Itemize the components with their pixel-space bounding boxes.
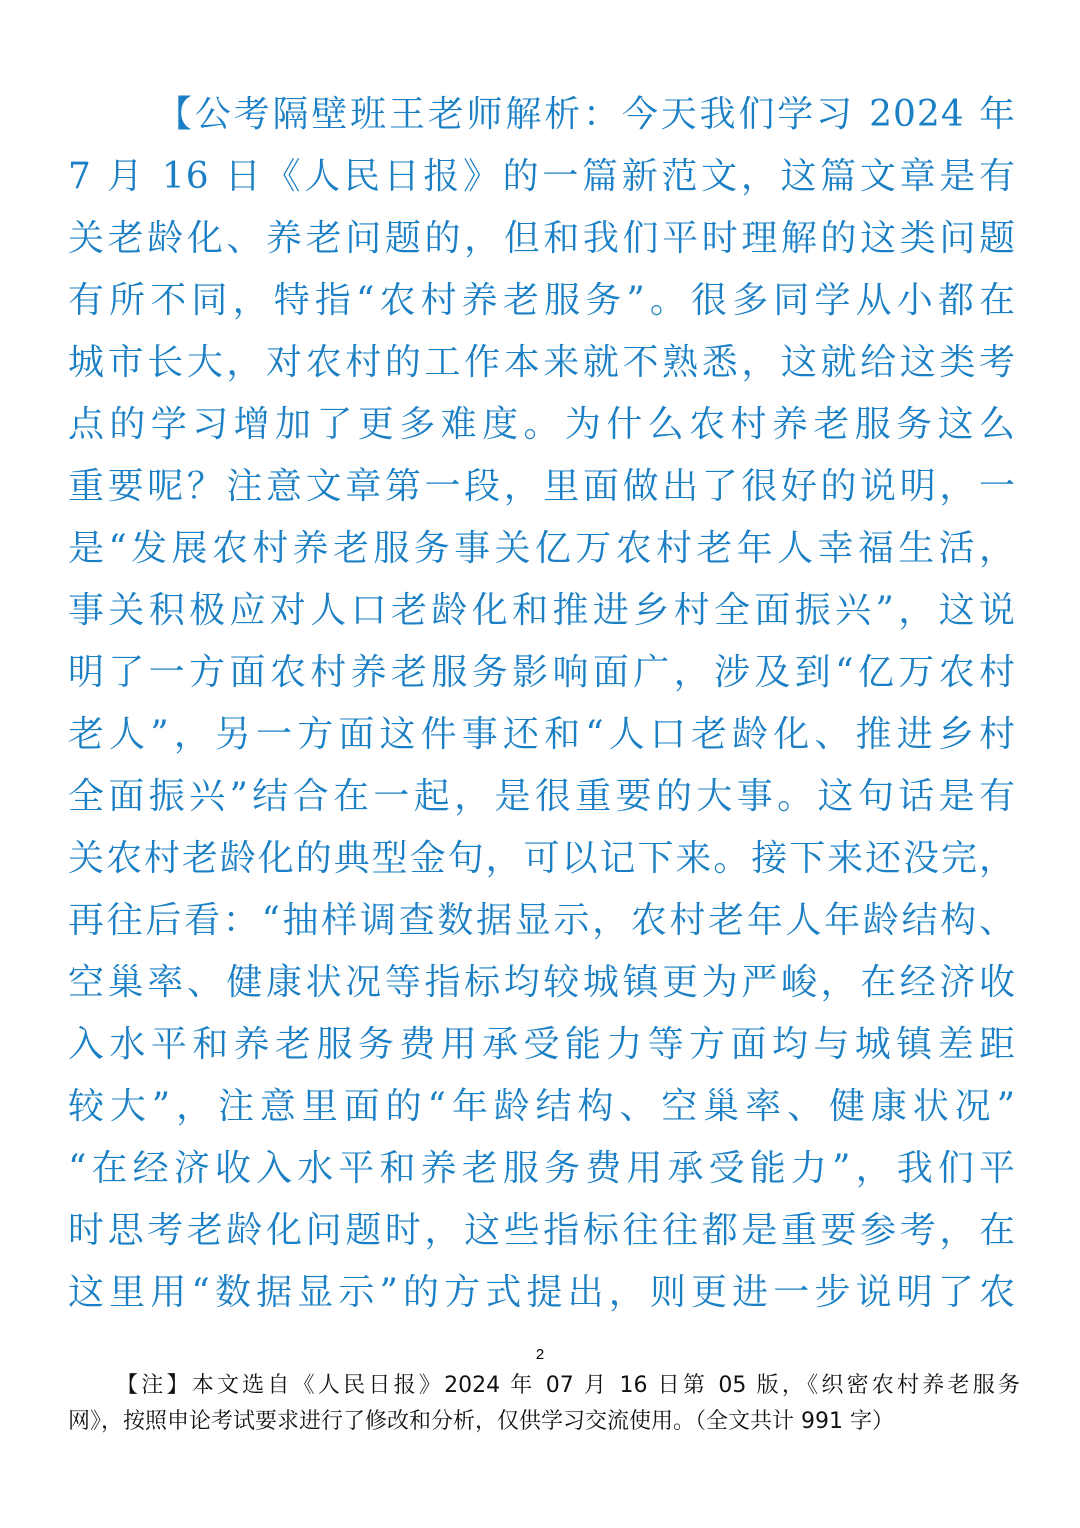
paragraph-line: 时思考老龄化问题时，这些指标往往都是重要参考，在: [68, 1210, 1016, 1251]
paragraph-line: 较大”，注意里面的“年龄结构、空巢率、健康状况”: [68, 1086, 1016, 1127]
paragraph-line: 重要呢？注意文章第一段，里面做出了很好的说明，一: [68, 466, 1016, 507]
paragraph-line: 城市长大，对农村的工作本来就不熟悉，这就给这类考: [68, 342, 1016, 383]
footnote-line: 【注】本文选自《人民日报》2024 年 07 月 16 日第 05 版，《织密农村养老服务: [116, 1373, 1020, 1398]
paragraph-line: “在经济收入水平和养老服务费用承受能力”，我们平: [68, 1148, 1016, 1189]
paragraph-line: 明了一方面农村养老服务影响面广，涉及到“亿万农村: [68, 652, 1016, 693]
paragraph-line: 关农村老龄化的典型金句，可以记下来。接下来还没完，: [68, 838, 1016, 879]
paragraph-line: 全面振兴”结合在一起，是很重要的大事。这句话是有: [68, 776, 1016, 817]
paragraph-line: 【公考隔壁班王老师解析：今天我们学习 2024 年: [156, 94, 1016, 135]
paragraph-line: 空巢率、健康状况等指标均较城镇更为严峻，在经济收: [68, 962, 1016, 1003]
paragraph-line: 7 月 16 日《人民日报》的一篇新范文，这篇文章是有: [68, 156, 1016, 197]
page-number: 2: [535, 1346, 545, 1363]
paragraph-line: 老人”，另一方面这件事还和“人口老龄化、推进乡村: [68, 714, 1016, 755]
paragraph-line: 关老龄化、养老问题的，但和我们平时理解的这类问题: [68, 218, 1016, 259]
paragraph-line: 是“发展农村养老服务事关亿万农村老年人幸福生活，: [68, 528, 1016, 569]
analysis-paragraph: [68, 84, 1016, 1324]
paragraph-line: 事关积极应对人口老龄化和推进乡村全面振兴”，这说: [68, 590, 1016, 631]
paragraph-line: 点的学习增加了更多难度。为什么农村养老服务这么: [68, 404, 1016, 445]
footnote-line: 网》，按照申论考试要求进行了修改和分析，仅供学习交流使用。（全文共计 991 字）: [68, 1409, 894, 1434]
paragraph-line: 再往后看：“抽样调查数据显示，农村老年人年龄结构、: [68, 900, 1016, 941]
paragraph-line: 入水平和养老服务费用承受能力等方面均与城镇差距: [68, 1024, 1016, 1065]
paragraph-line: 有所不同，特指“农村养老服务”。很多同学从小都在: [68, 280, 1016, 321]
paragraph-line: 这里用“数据显示”的方式提出，则更进一步说明了农: [68, 1272, 1016, 1313]
footnote: [68, 1368, 1020, 1440]
